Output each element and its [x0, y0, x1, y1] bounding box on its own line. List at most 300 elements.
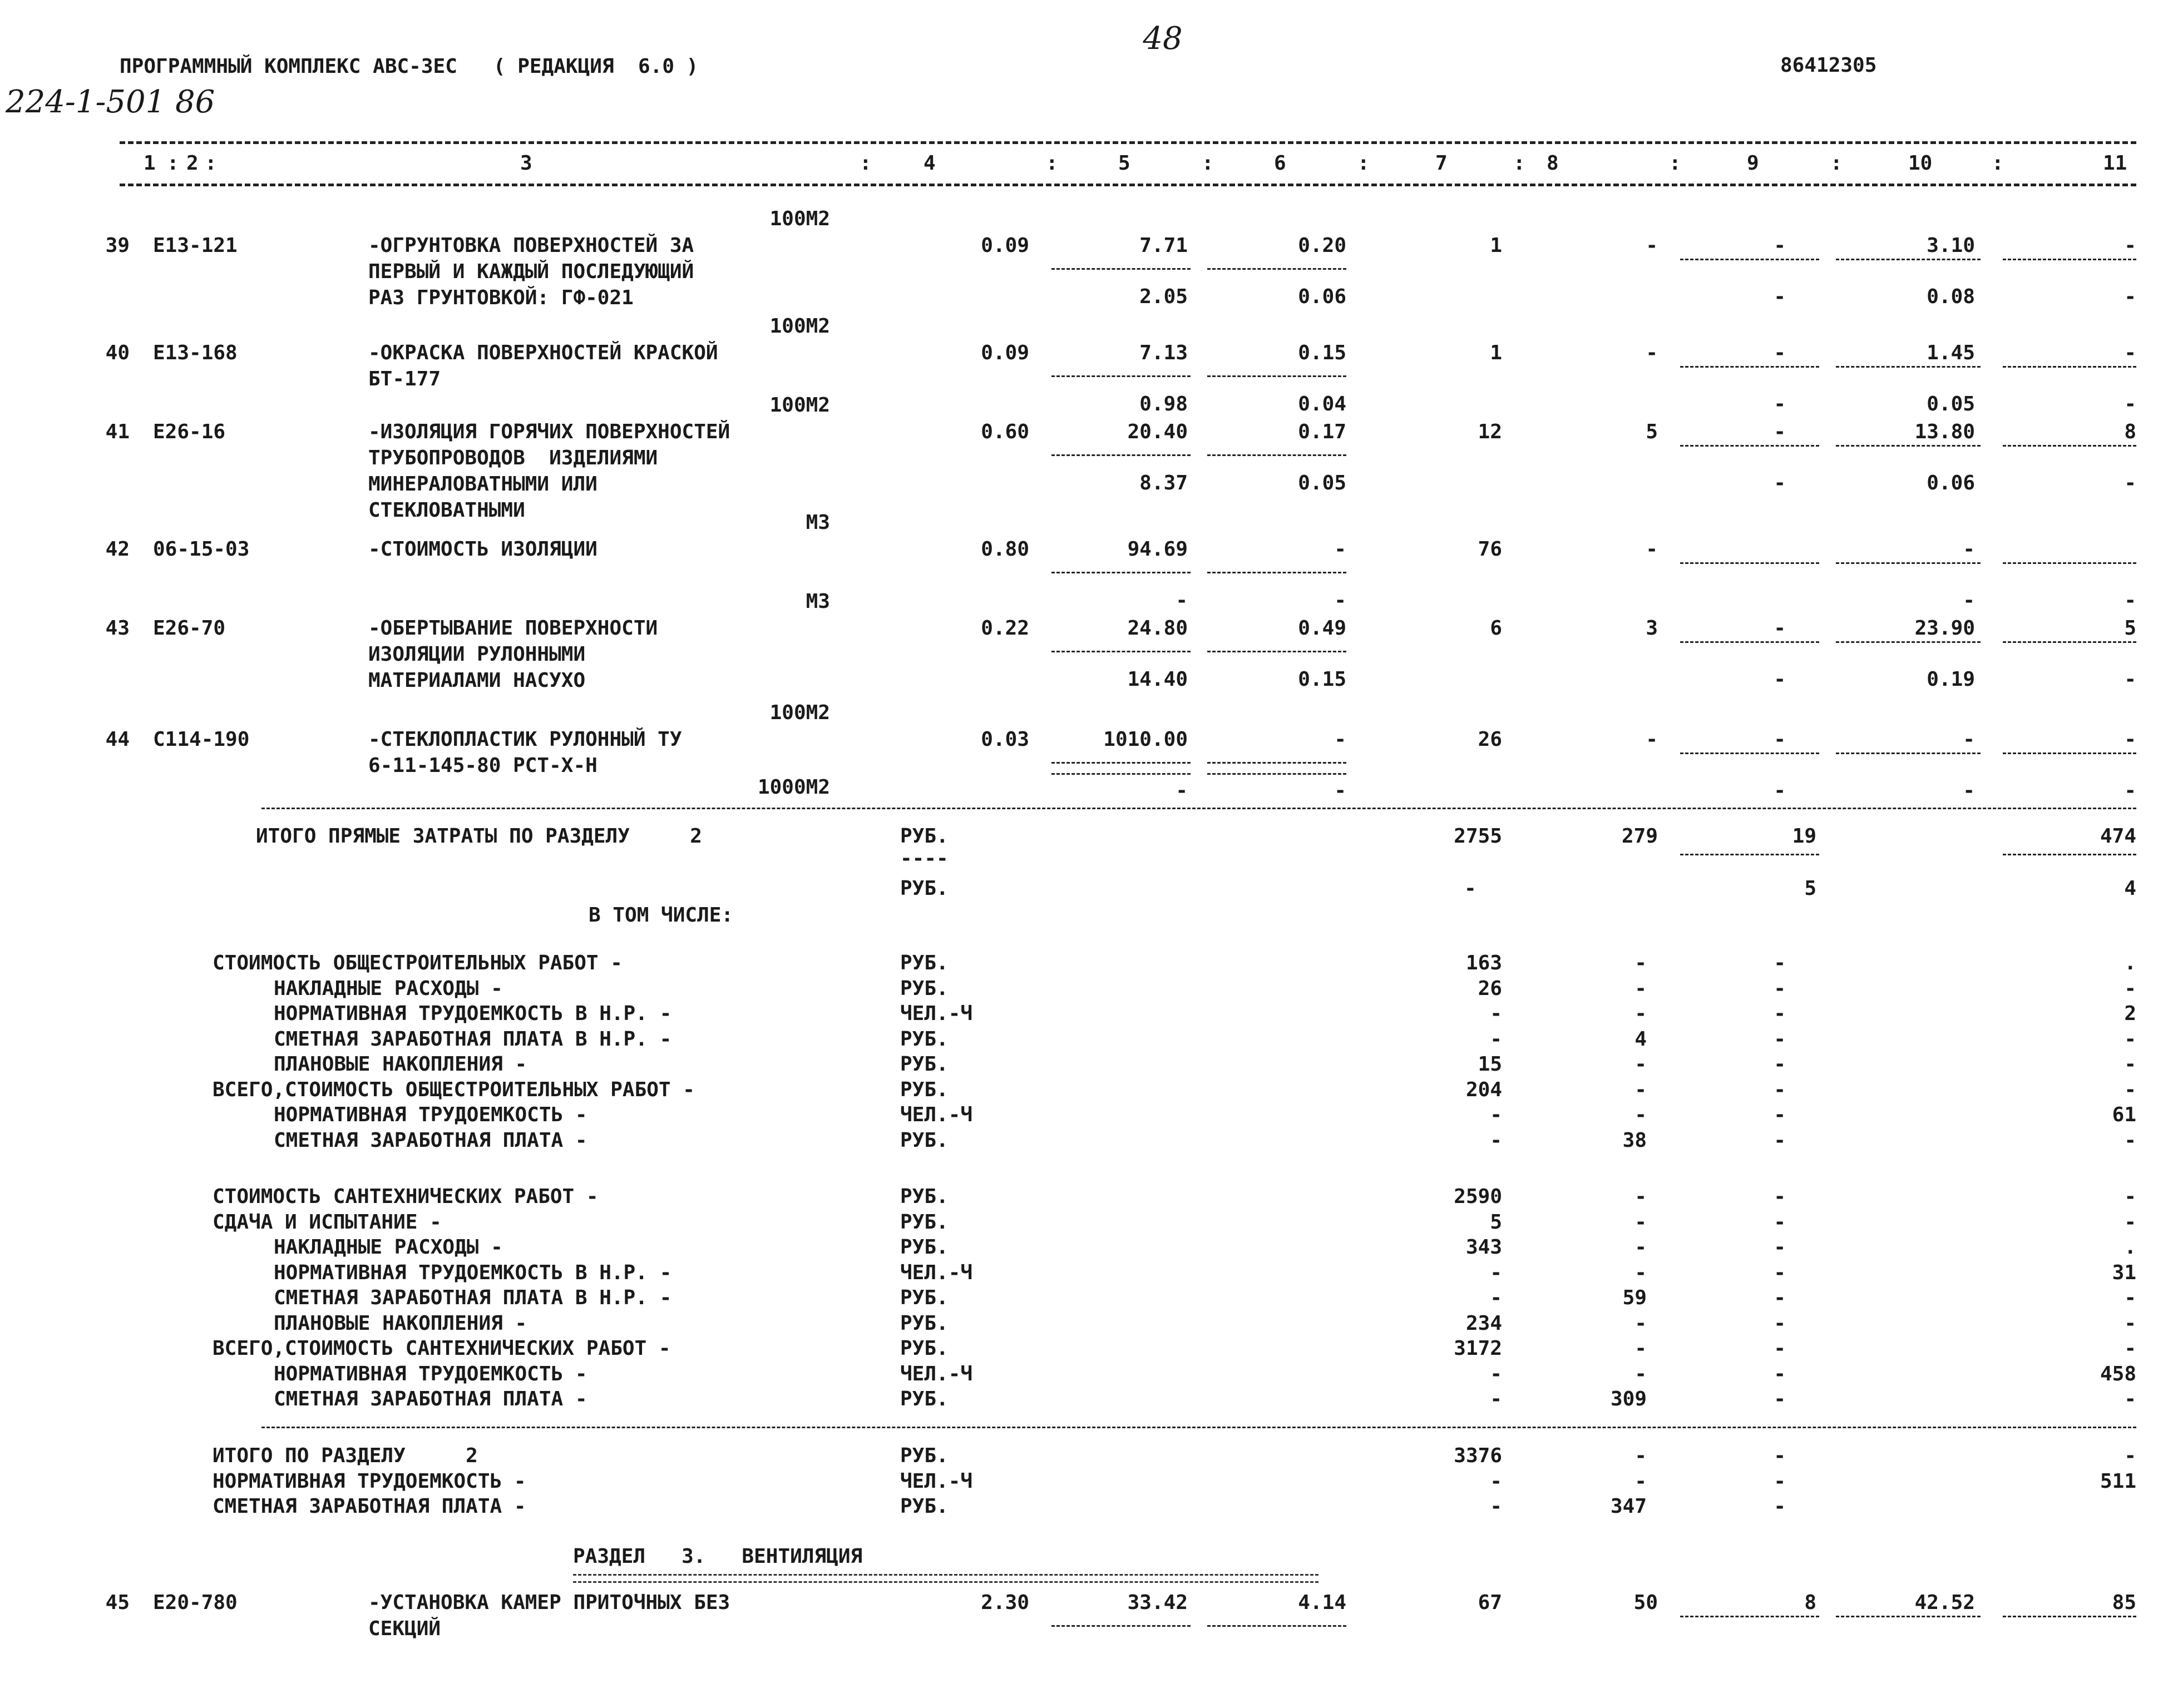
machine-labor: 0.06	[1927, 472, 1975, 494]
work-description: МАТЕРИАЛАМИ НАСУХО	[368, 669, 586, 692]
work-description: -УСТАНОВКА КАМЕР ПРИТОЧНЫХ БЕЗ	[368, 1591, 730, 1614]
total-labor: 8	[2124, 420, 2136, 443]
machine-labor-total: -	[2124, 393, 2136, 415]
summary-label: НОРМАТИВНАЯ ТРУДОЕМКОСТЬ -	[274, 1362, 587, 1385]
total-labor: -	[2124, 1128, 2136, 1152]
total-wage: -	[1634, 952, 1647, 974]
summary-label: СМЕТНАЯ ЗАРАБОТНАЯ ПЛАТА -	[274, 1128, 587, 1152]
summary-label: ПЛАНОВЫЕ НАКОПЛЕНИЯ -	[274, 1053, 527, 1076]
column-header-9: 9	[1747, 152, 1759, 175]
machine-cost: -	[1774, 1027, 1786, 1051]
total-wage: -	[1646, 234, 1658, 257]
total-wage: -	[1634, 1261, 1647, 1284]
machine-cost: -	[1774, 977, 1786, 1000]
total-cost: -	[1490, 1286, 1502, 1309]
column-separator-dashes	[2003, 445, 2136, 447]
column-divider: :	[1669, 152, 1681, 175]
total-cost: 15	[1478, 1053, 1502, 1076]
work-description: 6-11-145-80 РСТ-Х-Н	[368, 754, 597, 777]
total-labor: 85	[2112, 1591, 2136, 1614]
work-description: -ИЗОЛЯЦИЯ ГОРЯЧИХ ПОВЕРХНОСТЕЙ	[368, 420, 730, 443]
machine-cost: -	[1774, 1337, 1786, 1360]
column-separator-dashes	[2003, 641, 2136, 643]
column-separator-dashes	[2003, 752, 2136, 754]
total-cost: 1	[1490, 341, 1502, 364]
unit-wage: -	[1334, 728, 1346, 751]
total-labor: 474	[2100, 825, 2136, 848]
total-wage: -	[1646, 341, 1658, 364]
total-cost: -	[1490, 1027, 1502, 1051]
section-end-rule	[261, 1427, 2136, 1428]
total-wage: 59	[1622, 1286, 1647, 1309]
summary-label: ВСЕГО,СТОИМОСТЬ ОБЩЕСТРОИТЕЛЬНЫХ РАБОТ -	[213, 1078, 695, 1101]
column-separator-dashes	[1680, 1616, 1819, 1617]
column-divider: :	[205, 152, 217, 175]
summary-label: НОРМАТИВНАЯ ТРУДОЕМКОСТЬ В Н.Р. -	[274, 1002, 672, 1025]
position-number: 41	[105, 420, 130, 443]
rate-code: С114-190	[153, 728, 250, 751]
total-cost: 2590	[1454, 1185, 1502, 1208]
total-cost: 2755	[1454, 825, 1502, 848]
rate-code: Е20-780	[153, 1591, 238, 1614]
unit-machine-cost: 14.40	[1127, 668, 1188, 691]
total-labor: -	[2124, 1337, 2136, 1360]
machine-labor: 0.19	[1927, 668, 1975, 691]
unit-of-measure: 100М2	[769, 207, 830, 230]
machine-cost: -	[1774, 1469, 1786, 1493]
header-bottom-rule	[120, 184, 2136, 186]
total-labor: 4	[2124, 877, 2136, 900]
total-cost: 26	[1478, 977, 1502, 1000]
unit-cost: 94.69	[1127, 538, 1188, 561]
total-labor: -	[2124, 1286, 2136, 1309]
position-number: 45	[105, 1591, 130, 1614]
column-separator-dashes	[1680, 854, 1819, 855]
summary-label: ВСЕГО,СТОИМОСТЬ САНТЕХНИЧЕСКИХ РАБОТ -	[213, 1337, 671, 1360]
total-cost: 204	[1465, 1078, 1502, 1101]
total-labor: 458	[2100, 1362, 2136, 1385]
dash-line: ----	[900, 847, 949, 870]
work-description: ПЕРВЫЙ И КАЖДЫЙ ПОСЛЕДУЮЩИЙ	[368, 260, 694, 283]
labor-hours: 3.10	[1927, 234, 1975, 257]
column-separator-dashes	[1051, 375, 1191, 377]
total-cost: -	[1490, 1388, 1502, 1410]
summary-label: СТОИМОСТЬ ОБЩЕСТРОИТЕЛЬНЫХ РАБОТ -	[213, 952, 623, 974]
summary-label: НОРМАТИВНАЯ ТРУДОЕМКОСТЬ В Н.Р. -	[274, 1261, 672, 1284]
column-divider: :	[1830, 152, 1843, 175]
unit-wage: 0.17	[1298, 420, 1346, 443]
column-divider: :	[1357, 152, 1370, 175]
total-wage: 4	[1634, 1027, 1647, 1051]
including-heading: В ТОМ ЧИСЛЕ:	[589, 904, 734, 927]
summary-label: ПЛАНОВЫЕ НАКОПЛЕНИЯ -	[274, 1311, 527, 1335]
column-divider: :	[167, 152, 179, 175]
machine-cost: -	[1774, 617, 1786, 640]
total-wage: -	[1634, 1469, 1647, 1493]
column-separator-dashes	[1051, 651, 1191, 652]
work-description: БТ-177	[368, 368, 441, 390]
rate-code: Е13-121	[153, 234, 238, 257]
column-separator-dashes	[1836, 366, 1981, 368]
total-wage: -	[1634, 1236, 1647, 1259]
unit-of-measure: 1000М2	[757, 776, 830, 799]
total-cost: 67	[1478, 1591, 1502, 1614]
unit: РУБ.	[900, 825, 949, 848]
position-number: 44	[105, 728, 130, 751]
total-wage: -	[1634, 977, 1647, 1000]
work-description: -ОГРУНТОВКА ПОВЕРХНОСТЕЙ ЗА	[368, 234, 694, 257]
column-separator-dashes	[2003, 366, 2136, 368]
total-labor: .	[2124, 1236, 2136, 1259]
machine-labor: -	[1963, 779, 1975, 802]
total-cost: -	[1490, 1128, 1502, 1152]
total-cost: -	[1490, 1362, 1502, 1385]
total-cost: -	[1490, 1261, 1502, 1284]
column-separator-dashes	[1836, 562, 1981, 564]
machine-cost: -	[1774, 1185, 1786, 1208]
labor-hours: -	[1963, 538, 1975, 561]
unit: РУБ.	[900, 1388, 949, 1410]
unit: ЧЕЛ.-Ч	[900, 1469, 973, 1493]
labor-hours: 23.90	[1914, 617, 1975, 640]
unit-wage: 0.20	[1298, 234, 1346, 257]
total-labor: 2	[2124, 1002, 2136, 1025]
work-description: -ОКРАСКА ПОВЕРХНОСТЕЙ КРАСКОЙ	[368, 341, 718, 364]
total-labor: -	[2124, 1053, 2136, 1076]
machine-wage: -	[1774, 668, 1786, 691]
column-header-1: 1	[144, 152, 156, 175]
total-cost: 26	[1478, 728, 1502, 751]
total-wage: 347	[1610, 1495, 1647, 1518]
machine-cost: -	[1774, 1495, 1786, 1518]
column-divider: :	[1513, 152, 1525, 175]
machine-cost: -	[1774, 1053, 1786, 1076]
work-description: СТЕКЛОВАТНЫМИ	[368, 499, 525, 522]
rate-code: 06-15-03	[153, 538, 250, 561]
total-wage: -	[1634, 1444, 1647, 1467]
column-separator-dashes	[1207, 268, 1346, 270]
total-cost: 163	[1465, 952, 1502, 974]
total-labor: -	[2124, 1078, 2136, 1101]
unit: ЧЕЛ.-Ч	[900, 1002, 973, 1025]
unit-cost: 33.42	[1127, 1591, 1188, 1614]
total-labor: -	[2124, 1311, 2136, 1335]
machine-labor-total: -	[2124, 779, 2136, 802]
total-wage: -	[1634, 1362, 1647, 1385]
total-labor: -	[2124, 1027, 2136, 1051]
machine-wage: -	[1774, 393, 1786, 415]
machine-cost: -	[1774, 234, 1786, 257]
column-header-8: 8	[1547, 152, 1559, 175]
unit: РУБ.	[900, 1210, 949, 1234]
unit-machine-wage: 0.06	[1298, 285, 1346, 308]
page-number: 48	[1143, 21, 1183, 57]
summary-label: НАКЛАДНЫЕ РАСХОДЫ -	[274, 1236, 503, 1259]
column-separator-dashes	[1207, 651, 1346, 652]
total-cost: 343	[1465, 1236, 1502, 1259]
work-description: -СТОИМОСТЬ ИЗОЛЯЦИИ	[368, 538, 597, 561]
total-wage: -	[1634, 1103, 1647, 1126]
unit-machine-cost: 0.98	[1139, 393, 1188, 415]
unit-cost: 7.71	[1139, 234, 1188, 257]
unit: РУБ.	[900, 1236, 949, 1259]
unit: ЧЕЛ.-Ч	[900, 1261, 973, 1284]
section-title-underline	[573, 1574, 1318, 1583]
column-separator-dashes	[1207, 1625, 1346, 1627]
column-header-10: 10	[1908, 152, 1933, 175]
work-description: МИНЕРАЛОВАТНЫМИ ИЛИ	[368, 473, 597, 496]
unit-wage: 4.14	[1298, 1591, 1346, 1614]
total-labor: -	[2124, 1388, 2136, 1410]
column-separator-dashes	[1207, 572, 1346, 573]
unit: РУБ.	[900, 1128, 949, 1152]
unit-machine-wage: 0.15	[1298, 668, 1346, 691]
labor-hours: 13.80	[1914, 420, 1975, 443]
total-wage: -	[1634, 1311, 1647, 1335]
unit-machine-cost: 2.05	[1139, 285, 1188, 308]
unit: РУБ.	[900, 877, 949, 900]
machine-wage: -	[1774, 472, 1786, 494]
machine-cost: -	[1774, 1210, 1786, 1234]
summary-label: СМЕТНАЯ ЗАРАБОТНАЯ ПЛАТА -	[274, 1388, 587, 1410]
machine-cost: -	[1774, 341, 1786, 364]
summary-label: НОРМАТИВНАЯ ТРУДОЕМКОСТЬ -	[213, 1469, 526, 1493]
unit: РУБ.	[900, 1286, 949, 1309]
machine-cost: 5	[1804, 877, 1816, 900]
column-separator-dashes	[1680, 752, 1819, 754]
section-total-rule	[261, 808, 2136, 809]
machine-labor-total: -	[2124, 668, 2136, 691]
machine-cost: -	[1774, 1103, 1786, 1126]
machine-labor-total: -	[2124, 472, 2136, 494]
summary-label: СМЕТНАЯ ЗАРАБОТНАЯ ПЛАТА -	[213, 1495, 526, 1518]
column-separator-dashes	[1680, 259, 1819, 260]
total-labor: -	[2124, 1210, 2136, 1234]
work-description: РАЗ ГРУНТОВКОЙ: ГФ-021	[368, 286, 634, 309]
column-divider: :	[860, 152, 872, 175]
unit-of-measure: 100М2	[769, 315, 830, 338]
quantity: 0.09	[981, 234, 1029, 257]
section-title: РАЗДЕЛ 3. ВЕНТИЛЯЦИЯ	[573, 1545, 863, 1568]
unit-machine-wage: -	[1334, 779, 1346, 802]
unit-machine-cost: 8.37	[1139, 472, 1188, 494]
rate-code: Е26-16	[153, 420, 226, 443]
header-top-rule	[120, 141, 2136, 144]
unit-cost: 20.40	[1127, 420, 1188, 443]
machine-cost: -	[1774, 1002, 1786, 1025]
column-separator-dashes	[1051, 454, 1191, 456]
machine-cost: -	[1774, 1362, 1786, 1385]
column-separator-dashes	[1836, 641, 1981, 643]
total-wage: -	[1646, 538, 1658, 561]
summary-label: ИТОГО ПО РАЗДЕЛУ 2	[213, 1444, 478, 1467]
column-separator-dashes	[1051, 572, 1191, 573]
quantity: 0.03	[981, 728, 1029, 751]
machine-cost: -	[1774, 1128, 1786, 1152]
unit: РУБ.	[900, 1027, 949, 1051]
machine-cost: -	[1774, 1311, 1786, 1335]
unit-cost: 7.13	[1139, 341, 1188, 364]
summary-label: СТОИМОСТЬ САНТЕХНИЧЕСКИХ РАБОТ -	[213, 1185, 599, 1208]
total-labor: -	[2124, 1444, 2136, 1467]
summary-label: СДАЧА И ИСПЫТАНИЕ -	[213, 1210, 442, 1234]
unit: РУБ.	[900, 952, 949, 974]
total-cost: 3376	[1454, 1444, 1502, 1467]
column-separator-dashes	[1207, 454, 1346, 456]
unit: РУБ.	[900, 977, 949, 1000]
unit: РУБ.	[900, 1444, 949, 1467]
machine-labor: -	[1963, 589, 1975, 612]
column-divider: :	[1046, 152, 1058, 175]
unit-wage: -	[1334, 538, 1346, 561]
machine-labor: 0.05	[1927, 393, 1975, 415]
column-header-5: 5	[1118, 152, 1130, 175]
column-header-4: 4	[924, 152, 936, 175]
position-number: 39	[105, 234, 130, 257]
total-wage: 3	[1646, 617, 1658, 640]
unit-cost: 24.80	[1127, 617, 1188, 640]
quantity: 2.30	[981, 1591, 1029, 1614]
unit: ЧЕЛ.-Ч	[900, 1103, 973, 1126]
total-wage: -	[1634, 1053, 1647, 1076]
total-cost: 6	[1490, 617, 1502, 640]
column-separator-dashes	[1207, 375, 1346, 377]
total-cost: -	[1490, 1103, 1502, 1126]
column-separator-dashes	[1207, 762, 1346, 764]
total-cost: 3172	[1454, 1337, 1502, 1360]
total-wage: 309	[1610, 1388, 1647, 1410]
rate-code: Е26-70	[153, 617, 226, 640]
unit-cost: 1010.00	[1103, 728, 1188, 751]
program-title: ПРОГРАММНЫЙ КОМПЛЕКС АВС-3ЕС ( РЕДАКЦИЯ 6.0 )	[120, 55, 699, 78]
total-wage: 5	[1646, 420, 1658, 443]
column-separator-dashes	[1051, 773, 1191, 775]
total-cost: 12	[1478, 420, 1502, 443]
unit: РУБ.	[900, 1053, 949, 1076]
column-header-3: 3	[520, 152, 532, 175]
unit-wage: 0.15	[1298, 341, 1346, 364]
machine-cost: -	[1774, 1078, 1786, 1101]
total-wage: 38	[1622, 1128, 1647, 1152]
handwritten-code: 224-1-501 86	[6, 84, 215, 120]
labor-hours: -	[1963, 728, 1975, 751]
total-labor: -	[2124, 341, 2136, 364]
direct-costs-total-label: ИТОГО ПРЯМЫЕ ЗАТРАТЫ ПО РАЗДЕЛУ 2	[256, 825, 702, 848]
labor-hours: 1.45	[1927, 341, 1975, 364]
column-separator-dashes	[1680, 366, 1819, 368]
total-wage: 279	[1621, 825, 1658, 848]
machine-wage: -	[1774, 779, 1786, 802]
column-separator-dashes	[1836, 1616, 1981, 1617]
summary-label: НОРМАТИВНАЯ ТРУДОЕМКОСТЬ -	[274, 1103, 587, 1126]
machine-cost: -	[1774, 1388, 1786, 1410]
total-labor: 5	[2124, 617, 2136, 640]
labor-hours: 42.52	[1914, 1591, 1975, 1614]
unit: РУБ.	[900, 1185, 949, 1208]
total-wage: -	[1634, 1337, 1647, 1360]
column-separator-dashes	[1680, 445, 1819, 447]
column-header-11: 11	[2103, 152, 2127, 175]
work-description: -СТЕКЛОПЛАСТИК РУЛОННЫЙ ТУ	[368, 728, 682, 751]
unit: РУБ.	[900, 1495, 949, 1518]
total-labor: .	[2124, 952, 2136, 974]
column-separator-dashes	[1680, 562, 1819, 564]
unit-of-measure: 100М2	[769, 394, 830, 417]
summary-label: НАКЛАДНЫЕ РАСХОДЫ -	[274, 977, 503, 1000]
total-cost: 234	[1465, 1311, 1502, 1335]
work-description: ТРУБОПРОВОДОВ ИЗДЕЛИЯМИ	[368, 447, 658, 469]
machine-labor: 0.08	[1927, 285, 1975, 308]
document-code: 86412305	[1780, 54, 1877, 77]
position-number: 40	[105, 341, 130, 364]
total-labor: 61	[2112, 1103, 2136, 1126]
column-separator-dashes	[2003, 562, 2136, 564]
machine-cost: -	[1774, 1286, 1786, 1309]
unit-wage: 0.49	[1298, 617, 1346, 640]
work-description: ИЗОЛЯЦИИ РУЛОННЫМИ	[368, 643, 586, 666]
quantity: 0.80	[981, 538, 1029, 561]
quantity: 0.22	[981, 617, 1029, 640]
unit-machine-cost: -	[1176, 779, 1188, 802]
machine-cost: 8	[1804, 1591, 1816, 1614]
total-wage: 50	[1633, 1591, 1658, 1614]
total-cost: -	[1490, 1002, 1502, 1025]
position-number: 43	[105, 617, 130, 640]
total-wage: -	[1634, 1078, 1647, 1101]
total-cost: 76	[1478, 538, 1502, 561]
column-separator-dashes	[1051, 1625, 1191, 1627]
work-description: СЕКЦИЙ	[368, 1617, 441, 1640]
machine-labor-total: -	[2124, 589, 2136, 612]
column-separator-dashes	[1680, 641, 1819, 643]
column-divider: :	[1992, 152, 2004, 175]
unit: РУБ.	[900, 1337, 949, 1360]
total-wage: -	[1634, 1002, 1647, 1025]
column-separator-dashes	[2003, 1616, 2136, 1617]
machine-cost: -	[1774, 1261, 1786, 1284]
machine-wage: -	[1774, 285, 1786, 308]
total-labor: 511	[2100, 1469, 2136, 1493]
quantity: 0.09	[981, 341, 1029, 364]
total-labor: -	[2124, 1185, 2136, 1208]
total-cost: -	[1490, 1495, 1502, 1518]
total-labor: -	[2124, 728, 2136, 751]
machine-cost: -	[1774, 1236, 1786, 1259]
total-labor: 31	[2112, 1261, 2136, 1284]
total-cost: -	[1464, 877, 1476, 900]
machine-cost: 19	[1792, 825, 1816, 848]
rate-code: Е13-168	[153, 341, 238, 364]
column-separator-dashes	[1836, 445, 1981, 447]
column-header-6: 6	[1274, 152, 1286, 175]
column-header-2: 2	[186, 152, 199, 175]
total-cost: 5	[1490, 1210, 1502, 1234]
summary-label: СМЕТНАЯ ЗАРАБОТНАЯ ПЛАТА В Н.Р. -	[274, 1286, 672, 1309]
total-labor: -	[2124, 234, 2136, 257]
unit: ЧЕЛ.-Ч	[900, 1362, 973, 1385]
column-separator-dashes	[1207, 773, 1346, 775]
unit-machine-wage: -	[1334, 589, 1346, 612]
work-description: -ОБЕРТЫВАНИЕ ПОВЕРХНОСТИ	[368, 617, 658, 640]
total-wage: -	[1634, 1210, 1647, 1234]
machine-cost: -	[1774, 1444, 1786, 1467]
machine-cost: -	[1774, 952, 1786, 974]
unit-machine-wage: 0.05	[1298, 472, 1346, 494]
column-separator-dashes	[1836, 752, 1981, 754]
position-number: 42	[105, 538, 130, 561]
total-wage: -	[1634, 1185, 1647, 1208]
total-labor: -	[2124, 977, 2136, 1000]
